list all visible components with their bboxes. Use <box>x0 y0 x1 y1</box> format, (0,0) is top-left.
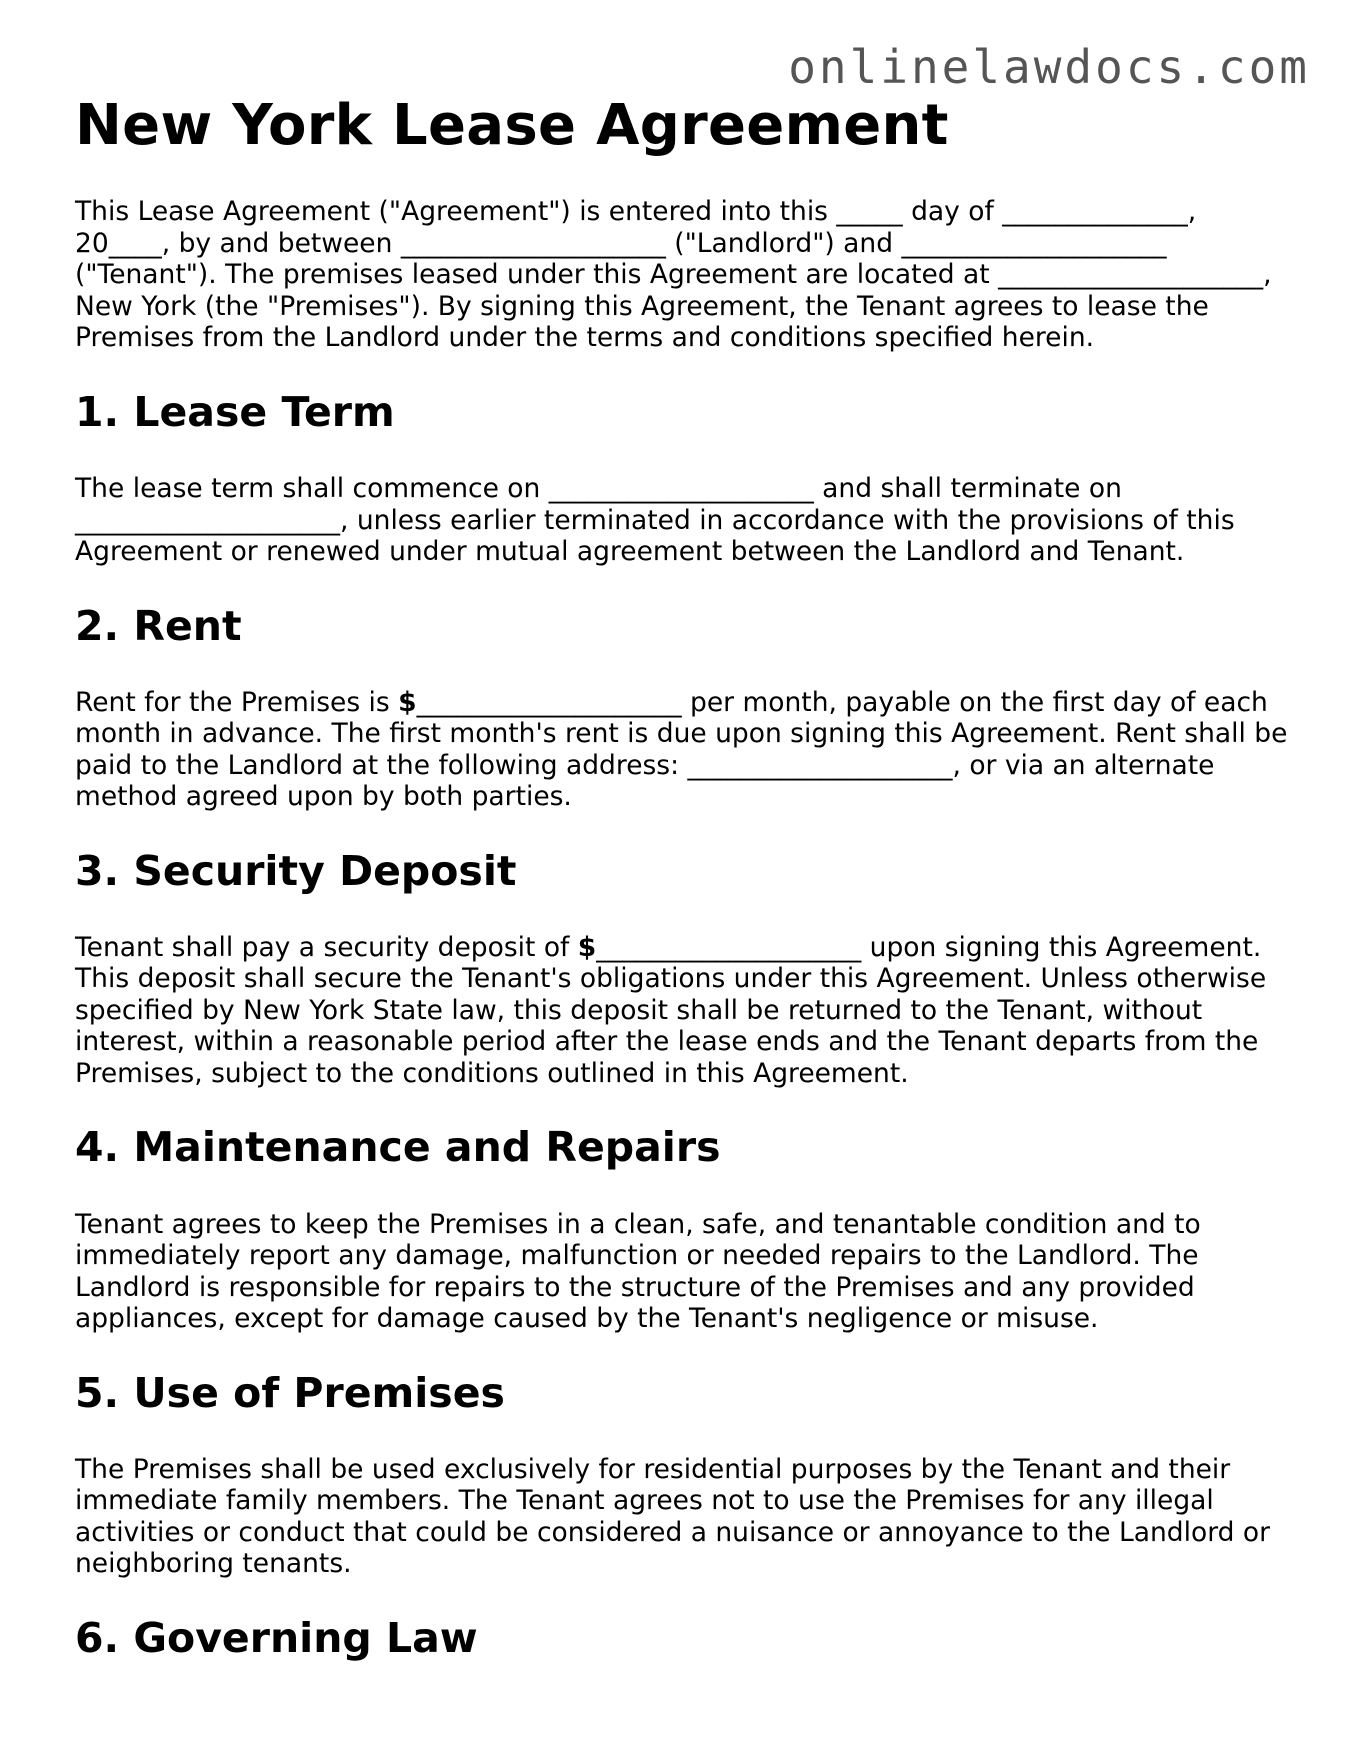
section-paragraph <box>75 473 1290 568</box>
paragraph-text: , unless earlier terminated in accordance with the provisions of this Agreement or renewed under mutual agreement between the Landlord and Tenant. <box>75 504 1235 568</box>
intro-text: ("Tenant"). The premises leased under this Agreement are located at <box>75 259 999 291</box>
day-blank[interactable]: _____ <box>836 196 903 228</box>
section-use-of-premises <box>75 1369 1290 1580</box>
section-security-deposit <box>75 847 1290 1090</box>
section-heading: 2. Rent <box>75 601 242 650</box>
intro-text: , by and between <box>161 227 401 259</box>
dollar-sign: $ <box>398 686 417 718</box>
dollar-sign: $ <box>577 931 597 963</box>
paragraph-text: The lease term shall commence on <box>75 473 549 505</box>
section-heading: 5. Use of Premises <box>75 1368 505 1417</box>
section-heading: 6. Governing Law <box>75 1613 478 1662</box>
paragraph-text: Tenant shall pay a security deposit of <box>75 931 578 963</box>
paragraph-text: per month, payable on the first day of each month in advance. The first month's rent is due upon signing this Agreement. Rent shall be paid to the Landlord at the following address: <box>75 686 1288 781</box>
document-page <box>75 0 1290 1663</box>
premises-address-blank[interactable]: ____________________ <box>998 259 1264 291</box>
section-paragraph: Tenant agrees to keep the Premises in a clean, safe, and tenantable condition and to immediately report any damage, malfunction or needed repairs to the Landlord. The Landlord is responsible for repairs to the structure of the Premises and any provided appliances, except for damage caused by the Tenant's negligence or misuse. <box>75 1208 1201 1335</box>
tenant-name-blank[interactable]: ____________________ <box>901 227 1167 259</box>
document-title: New York Lease Agreement <box>75 93 949 158</box>
section-rent <box>75 602 1290 813</box>
intro-text: day of <box>902 196 1003 228</box>
section-heading: 1. Lease Term <box>75 387 395 436</box>
intro-text: This Lease Agreement ("Agreement") is entered into this <box>75 196 837 228</box>
paragraph-text: upon signing this Agreement. This deposit shall secure the Tenant's obligations under this Agreement. Unless otherwise specified by New York State law, this deposit shall be returned to the Tenant, without interest, within a reasonable period after the lease ends and the Tenant departs from the Premises, subject to the conditions outlined in this Agreement. <box>75 931 1267 1089</box>
intro-text: , New York (the "Premises"). By signing this Agreement, the Tenant agrees to lease the Premises from the Landlord under the terms and conditions specified herein. <box>75 259 1272 354</box>
paragraph-text: Rent for the Premises is <box>75 686 399 718</box>
intro-text: ("Landlord") and <box>665 227 902 259</box>
section-heading: 4. Maintenance and Repairs <box>75 1123 721 1172</box>
watermark: onlinelawdocs.com <box>788 40 1310 94</box>
start-date-blank[interactable]: ____________________ <box>548 473 814 505</box>
section-governing-law <box>75 1614 1290 1663</box>
paragraph-text: , or via an alternate method agreed upon by both parties. <box>75 749 1215 813</box>
end-date-blank[interactable]: ____________________ <box>75 504 340 536</box>
year-blank[interactable]: ____ <box>108 227 162 259</box>
section-lease-term <box>75 388 1290 568</box>
intro-text: , 20 <box>75 196 1197 259</box>
intro-paragraph <box>75 196 1290 354</box>
section-paragraph <box>75 687 1290 813</box>
payment-address-blank[interactable]: ____________________ <box>687 749 953 781</box>
section-paragraph <box>75 932 1290 1090</box>
rent-amount-blank[interactable]: ____________________ <box>416 686 682 718</box>
section-maintenance <box>75 1123 1290 1334</box>
section-heading: 3. Security Deposit <box>75 846 517 895</box>
landlord-name-blank[interactable]: ____________________ <box>400 227 666 259</box>
paragraph-text: and shall terminate on <box>813 473 1122 505</box>
deposit-amount-blank[interactable]: ____________________ <box>596 931 862 963</box>
month-blank[interactable]: ______________ <box>1002 196 1188 228</box>
section-paragraph: The Premises shall be used exclusively for residential purposes by the Tenant and their immediate family members. The Tenant agrees not to use the Premises for any illegal activities or conduct that could be considered a nuisance or annoyance to the Landlord or neighboring tenants. <box>75 1453 1270 1580</box>
